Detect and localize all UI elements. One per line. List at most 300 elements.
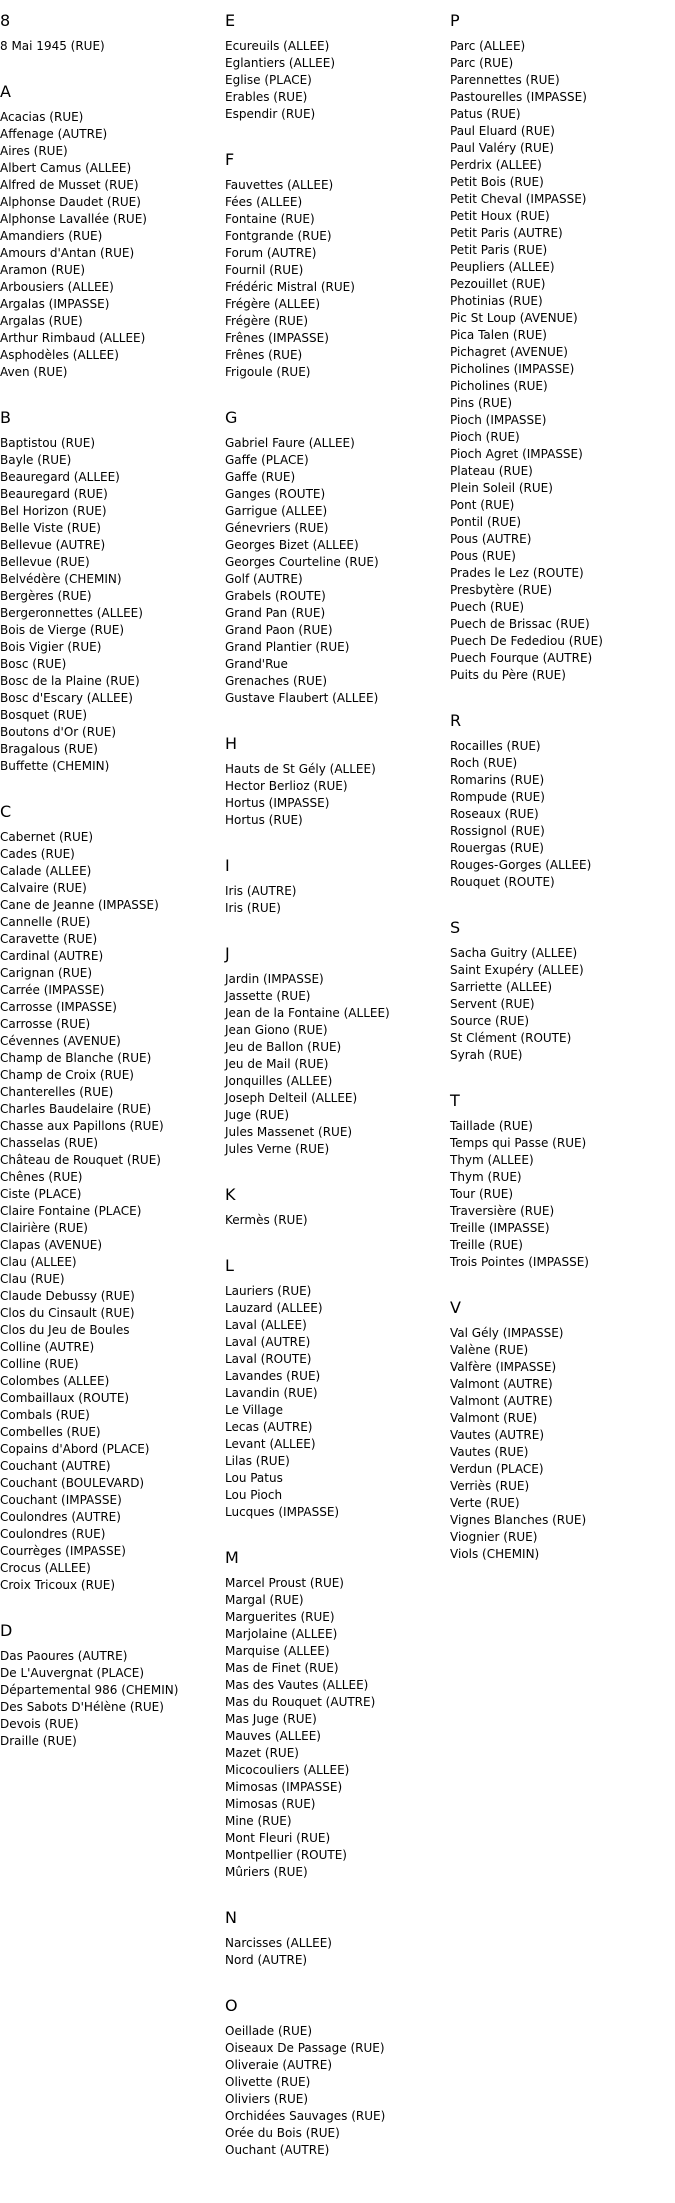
street-entry: Colline (RUE) — [0, 1357, 79, 1371]
street-entry: Pioch Agret (IMPASSE) — [450, 447, 583, 461]
street-entry: Rouquet (ROUTE) — [450, 875, 555, 889]
street-entry: Claude Debussy (RUE) — [0, 1289, 135, 1303]
street-entry: Calade (ALLEE) — [0, 864, 92, 878]
street-entry: Petit Houx (RUE) — [450, 209, 550, 223]
street-entry: Jassette (RUE) — [225, 989, 311, 1003]
section-letter-heading: R — [450, 711, 462, 730]
street-entry: Vautes (RUE) — [450, 1445, 529, 1459]
street-entry: Sacha Guitry (ALLEE) — [450, 946, 578, 960]
street-entry: Ecureuils (ALLEE) — [225, 39, 330, 53]
street-entry: Valfère (IMPASSE) — [450, 1360, 557, 1374]
street-entry: Coulondres (RUE) — [0, 1527, 106, 1541]
section-letter-heading: G — [225, 408, 238, 427]
street-entry: Romarins (RUE) — [450, 773, 545, 787]
street-entry: Frégère (ALLEE) — [225, 297, 321, 311]
section-letter-heading: E — [225, 11, 236, 30]
street-entry: Eglise (PLACE) — [225, 73, 312, 87]
street-entry: Frênes (IMPASSE) — [225, 331, 329, 345]
section-letter-heading: P — [450, 11, 460, 30]
street-entry: Devois (RUE) — [0, 1717, 79, 1731]
street-entry: Petit Cheval (IMPASSE) — [450, 192, 587, 206]
street-entry: Asphodèles (ALLEE) — [0, 348, 119, 362]
street-entry: Buffette (CHEMIN) — [0, 759, 110, 773]
street-entry: Charles Baudelaire (RUE) — [0, 1102, 152, 1116]
street-entry: Lucques (IMPASSE) — [225, 1505, 340, 1519]
street-entry: Des Sabots D'Hélène (RUE) — [0, 1700, 164, 1714]
street-entry: Mazet (RUE) — [225, 1746, 299, 1760]
section-letter-heading: H — [225, 734, 238, 753]
section-letter-heading: L — [225, 1256, 234, 1275]
street-entry: Val Gély (IMPASSE) — [450, 1326, 564, 1340]
street-entry: Belle Viste (RUE) — [0, 521, 101, 535]
section-letter-heading: S — [450, 918, 461, 937]
section-letter-heading: M — [225, 1548, 239, 1567]
street-entry: Arthur Rimbaud (ALLEE) — [0, 331, 146, 345]
street-entry: Grand Plantier (RUE) — [225, 640, 350, 654]
street-entry: Viols (CHEMIN) — [450, 1547, 540, 1561]
street-entry: Lou Pioch — [225, 1488, 283, 1502]
street-entry: Tour (RUE) — [450, 1187, 514, 1201]
street-entry: Paul Eluard (RUE) — [450, 124, 555, 138]
street-entry: Parennettes (RUE) — [450, 73, 560, 87]
street-entry: Rossignol (RUE) — [450, 824, 545, 838]
street-entry: Argalas (IMPASSE) — [0, 297, 110, 311]
street-entry: Claire Fontaine (PLACE) — [0, 1204, 142, 1218]
street-entry: Chasselas (RUE) — [0, 1136, 99, 1150]
street-entry: Frédéric Mistral (RUE) — [225, 280, 355, 294]
street-entry: Jean de la Fontaine (ALLEE) — [225, 1006, 390, 1020]
letter-section — [225, 1907, 447, 1969]
street-entry: Draille (RUE) — [0, 1734, 77, 1748]
letter-section — [0, 10, 222, 55]
section-letter-heading: F — [225, 150, 235, 169]
street-index-column — [0, 0, 222, 1776]
street-entry: Puech De Fedediou (RUE) — [450, 634, 603, 648]
street-entry: Clos du Cinsault (RUE) — [0, 1306, 135, 1320]
street-entry: Pous (AUTRE) — [450, 532, 532, 546]
street-entry: Pontil (RUE) — [450, 515, 522, 529]
letter-section — [225, 1995, 447, 2159]
street-entry: Sarriette (ALLEE) — [450, 980, 553, 994]
street-entry: Source (RUE) — [450, 1014, 530, 1028]
street-entry: Mûriers (RUE) — [225, 1865, 308, 1879]
street-entry: Alphonse Lavallée (RUE) — [0, 212, 147, 226]
street-entry: Calvaire (RUE) — [0, 881, 87, 895]
street-entry: Hauts de St Gély (ALLEE) — [225, 762, 376, 776]
street-entry: Ciste (PLACE) — [0, 1187, 82, 1201]
street-entry: Puech de Brissac (RUE) — [450, 617, 590, 631]
street-entry: Cardinal (AUTRE) — [0, 949, 104, 963]
street-entry: Viognier (RUE) — [450, 1530, 538, 1544]
street-entry: Amandiers (RUE) — [0, 229, 103, 243]
street-entry: Affenage (AUTRE) — [0, 127, 108, 141]
street-entry: Juge (RUE) — [225, 1108, 290, 1122]
street-entry: Aven (RUE) — [0, 365, 68, 379]
street-entry: Thym (RUE) — [450, 1170, 522, 1184]
letter-section — [450, 1297, 672, 1563]
street-entry: Hortus (IMPASSE) — [225, 796, 330, 810]
street-entry: Valmont (AUTRE) — [450, 1377, 553, 1391]
street-entry: Lavandin (RUE) — [225, 1386, 318, 1400]
street-entry: Frégère (RUE) — [225, 314, 309, 328]
street-entry: Nord (AUTRE) — [225, 1953, 308, 1967]
letter-section — [225, 407, 447, 707]
street-entry: Pioch (IMPASSE) — [450, 413, 547, 427]
street-entry: Chasse aux Papillons (RUE) — [0, 1119, 164, 1133]
letter-section — [225, 1184, 447, 1229]
street-entry: Rocailles (RUE) — [450, 739, 541, 753]
street-entry: Treille (RUE) — [450, 1238, 523, 1252]
street-entry: Clapas (AVENUE) — [0, 1238, 103, 1252]
street-entry: Bragalous (RUE) — [0, 742, 98, 756]
street-entry: Rouges-Gorges (ALLEE) — [450, 858, 592, 872]
section-letter-heading: J — [225, 944, 230, 963]
street-entry: Mas du Rouquet (AUTRE) — [225, 1695, 376, 1709]
street-entry: Couchant (BOULEVARD) — [0, 1476, 145, 1490]
street-entry: Jardin (IMPASSE) — [225, 972, 324, 986]
street-entry: Argalas (RUE) — [0, 314, 83, 328]
street-entry: Rompude (RUE) — [450, 790, 545, 804]
street-entry: Parc (RUE) — [450, 56, 514, 70]
street-entry: Courrèges (IMPASSE) — [0, 1544, 126, 1558]
street-entry: Champ de Blanche (RUE) — [0, 1051, 152, 1065]
street-entry: Narcisses (ALLEE) — [225, 1936, 332, 1950]
street-entry: Lilas (RUE) — [225, 1454, 290, 1468]
street-entry: Puech (RUE) — [450, 600, 525, 614]
street-entry: Combals (RUE) — [0, 1408, 90, 1422]
street-entry: Grand'Rue — [225, 657, 288, 671]
street-entry: Margal (RUE) — [225, 1593, 304, 1607]
street-entry: Verte (RUE) — [450, 1496, 520, 1510]
street-entry: Pezouillet (RUE) — [450, 277, 546, 291]
section-letter-heading: D — [0, 1621, 13, 1640]
street-entry: Pioch (RUE) — [450, 430, 520, 444]
street-entry: Colombes (ALLEE) — [0, 1374, 110, 1388]
section-letter-heading: B — [0, 408, 11, 427]
street-entry: Boutons d'Or (RUE) — [0, 725, 117, 739]
street-entry: Laval (ROUTE) — [225, 1352, 312, 1366]
street-entry: Bergeronnettes (ALLEE) — [0, 606, 143, 620]
street-entry: Valmont (RUE) — [450, 1411, 538, 1425]
street-entry: Prades le Lez (ROUTE) — [450, 566, 584, 580]
street-entry: Fournil (RUE) — [225, 263, 304, 277]
street-entry: Bosquet (RUE) — [0, 708, 88, 722]
letter-section — [225, 1547, 447, 1881]
street-entry: Pins (RUE) — [450, 396, 513, 410]
street-entry: Départemental 986 (CHEMIN) — [0, 1683, 179, 1697]
street-entry: Génevriers (RUE) — [225, 521, 329, 535]
street-entry: Carrosse (IMPASSE) — [0, 1000, 117, 1014]
street-entry: Levant (ALLEE) — [225, 1437, 316, 1451]
letter-section — [450, 917, 672, 1064]
street-entry: Frigoule (RUE) — [225, 365, 311, 379]
section-letter-heading: N — [225, 1908, 237, 1927]
street-entry: Micocouliers (ALLEE) — [225, 1763, 350, 1777]
street-entry: Vignes Blanches (RUE) — [450, 1513, 587, 1527]
street-entry: Mas des Vautes (ALLEE) — [225, 1678, 369, 1692]
street-entry: Colline (AUTRE) — [0, 1340, 95, 1354]
street-entry: Roch (RUE) — [450, 756, 518, 770]
street-entry: Photinias (RUE) — [450, 294, 543, 308]
street-entry: Arbousiers (ALLEE) — [0, 280, 114, 294]
street-entry: Cannelle (RUE) — [0, 915, 91, 929]
street-entry: Jonquilles (ALLEE) — [225, 1074, 333, 1088]
street-entry: Das Paoures (AUTRE) — [0, 1649, 128, 1663]
street-entry: Perdrix (ALLEE) — [450, 158, 542, 172]
street-entry: Golf (AUTRE) — [225, 572, 303, 586]
street-entry: Clau (ALLEE) — [0, 1255, 77, 1269]
section-letter-heading: O — [225, 1996, 238, 2015]
street-entry: Chanterelles (RUE) — [0, 1085, 114, 1099]
street-entry: Jean Giono (RUE) — [225, 1023, 328, 1037]
letter-section — [0, 801, 222, 1594]
street-entry: Ganges (ROUTE) — [225, 487, 326, 501]
street-entry: Clau (RUE) — [0, 1272, 65, 1286]
street-entry: Ouchant (AUTRE) — [225, 2143, 330, 2157]
street-entry: Treille (IMPASSE) — [450, 1221, 550, 1235]
street-entry: Coulondres (AUTRE) — [0, 1510, 121, 1524]
street-entry: Champ de Croix (RUE) — [0, 1068, 134, 1082]
street-entry: Mine (RUE) — [225, 1814, 292, 1828]
street-entry: Fées (ALLEE) — [225, 195, 303, 209]
street-entry: Georges Courteline (RUE) — [225, 555, 379, 569]
street-entry: Bois Vigier (RUE) — [0, 640, 102, 654]
street-entry: Fauvettes (ALLEE) — [225, 178, 334, 192]
street-entry: Chênes (RUE) — [0, 1170, 83, 1184]
street-entry: Marquise (ALLEE) — [225, 1644, 330, 1658]
street-entry: Amours d'Antan (RUE) — [0, 246, 135, 260]
street-entry: Lou Patus — [225, 1471, 283, 1485]
section-letter-heading: C — [0, 802, 12, 821]
street-entry: Cabernet (RUE) — [0, 830, 94, 844]
street-entry: Vautes (AUTRE) — [450, 1428, 544, 1442]
street-entry: Baptistou (RUE) — [0, 436, 96, 450]
street-entry: Fontgrande (RUE) — [225, 229, 332, 243]
street-entry: Valène (RUE) — [450, 1343, 529, 1357]
street-entry: Orée du Bois (RUE) — [225, 2126, 340, 2140]
street-entry: Kermès (RUE) — [225, 1213, 308, 1227]
street-entry: Jules Verne (RUE) — [225, 1142, 330, 1156]
street-entry: Hector Berlioz (RUE) — [225, 779, 348, 793]
street-entry: Rouergas (RUE) — [450, 841, 544, 855]
street-entry: Grabels (ROUTE) — [225, 589, 326, 603]
street-entry: Carrée (IMPASSE) — [0, 983, 105, 997]
street-entry: Jules Massenet (RUE) — [225, 1125, 353, 1139]
street-entry: Alphonse Daudet (RUE) — [0, 195, 141, 209]
street-entry: Bosc (RUE) — [0, 657, 67, 671]
street-entry: Picholines (IMPASSE) — [450, 362, 575, 376]
street-entry: Temps qui Passe (RUE) — [450, 1136, 587, 1150]
street-entry: Combelles (RUE) — [0, 1425, 101, 1439]
street-entry: Picholines (RUE) — [450, 379, 548, 393]
street-entry: Gustave Flaubert (ALLEE) — [225, 691, 379, 705]
street-entry: Cévennes (AVENUE) — [0, 1034, 121, 1048]
street-entry: Georges Bizet (ALLEE) — [225, 538, 359, 552]
street-entry: Carignan (RUE) — [0, 966, 93, 980]
street-entry: Laval (ALLEE) — [225, 1318, 307, 1332]
street-entry: Lavandes (RUE) — [225, 1369, 321, 1383]
street-entry: Fontaine (RUE) — [225, 212, 315, 226]
street-entry: Crocus (ALLEE) — [0, 1561, 91, 1575]
street-entry: Oliveraie (AUTRE) — [225, 2058, 333, 2072]
street-entry: Croix Tricoux (RUE) — [0, 1578, 116, 1592]
street-entry: Lecas (AUTRE) — [225, 1420, 313, 1434]
street-entry: Mont Fleuri (RUE) — [225, 1831, 331, 1845]
letter-section — [450, 10, 672, 684]
section-letter-heading: 8 — [0, 11, 11, 30]
street-entry: Pichagret (AVENUE) — [450, 345, 568, 359]
street-entry: Combaillaux (ROUTE) — [0, 1391, 130, 1405]
section-letter-heading: V — [450, 1298, 461, 1317]
street-entry: Jeu de Ballon (RUE) — [225, 1040, 342, 1054]
street-entry: Alfred de Musset (RUE) — [0, 178, 139, 192]
street-entry: Iris (RUE) — [225, 901, 281, 915]
street-entry: Joseph Delteil (ALLEE) — [225, 1091, 358, 1105]
street-entry: Puech Fourque (AUTRE) — [450, 651, 593, 665]
street-entry: Valmont (AUTRE) — [450, 1394, 553, 1408]
street-entry: Aires (RUE) — [0, 144, 68, 158]
street-entry: Oeillade (RUE) — [225, 2024, 313, 2038]
street-entry: Pastourelles (IMPASSE) — [450, 90, 587, 104]
street-entry: Caravette (RUE) — [0, 932, 98, 946]
street-entry: Mimosas (RUE) — [225, 1797, 316, 1811]
section-letter-heading: A — [0, 82, 11, 101]
street-entry: Jeu de Mail (RUE) — [225, 1057, 329, 1071]
street-entry: Saint Exupéry (ALLEE) — [450, 963, 584, 977]
street-index-column — [225, 0, 447, 2185]
street-entry: Grand Paon (RUE) — [225, 623, 333, 637]
street-entry: Petit Paris (AUTRE) — [450, 226, 563, 240]
section-letter-heading: K — [225, 1185, 236, 1204]
street-entry: Bellevue (AUTRE) — [0, 538, 106, 552]
letter-section — [450, 1090, 672, 1271]
letter-section — [225, 943, 447, 1158]
street-entry: Cane de Jeanne (IMPASSE) — [0, 898, 159, 912]
street-entry: Parc (ALLEE) — [450, 39, 526, 53]
street-entry: Gaffe (PLACE) — [225, 453, 309, 467]
street-entry: Beauregard (ALLEE) — [0, 470, 120, 484]
street-entry: Grand Pan (RUE) — [225, 606, 326, 620]
street-entry: Verriès (RUE) — [450, 1479, 530, 1493]
street-entry: Mas Juge (RUE) — [225, 1712, 317, 1726]
street-entry: Mimosas (IMPASSE) — [225, 1780, 343, 1794]
street-entry: Oliviers (RUE) — [225, 2092, 308, 2106]
street-entry: Servent (RUE) — [450, 997, 535, 1011]
street-entry: Lauzard (ALLEE) — [225, 1301, 323, 1315]
street-entry: Couchant (AUTRE) — [0, 1459, 111, 1473]
letter-section — [225, 733, 447, 829]
street-entry: Cades (RUE) — [0, 847, 75, 861]
street-entry: Couchant (IMPASSE) — [0, 1493, 122, 1507]
street-entry: De L'Auvergnat (PLACE) — [0, 1666, 145, 1680]
street-entry: Clos du Jeu de Boules — [0, 1323, 130, 1337]
letter-section — [225, 10, 447, 123]
letter-section — [225, 855, 447, 917]
street-entry: Bel Horizon (RUE) — [0, 504, 107, 518]
street-entry: Gaffe (RUE) — [225, 470, 296, 484]
street-entry: Bosc d'Escary (ALLEE) — [0, 691, 133, 705]
street-entry: Hortus (RUE) — [225, 813, 303, 827]
street-index-column — [450, 0, 672, 1589]
street-entry: Verdun (PLACE) — [450, 1462, 544, 1476]
street-entry: Frênes (RUE) — [225, 348, 303, 362]
street-entry: Trois Pointes (IMPASSE) — [450, 1255, 589, 1269]
street-entry: Bois de Vierge (RUE) — [0, 623, 125, 637]
street-entry: Acacias (RUE) — [0, 110, 84, 124]
street-entry: Gabriel Faure (ALLEE) — [225, 436, 355, 450]
street-entry: Château de Rouquet (RUE) — [0, 1153, 161, 1167]
street-entry: Marjolaine (ALLEE) — [225, 1627, 338, 1641]
street-entry: Petit Bois (RUE) — [450, 175, 544, 189]
street-entry: Montpellier (ROUTE) — [225, 1848, 347, 1862]
street-entry: Forum (AUTRE) — [225, 246, 317, 260]
street-entry: Plein Soleil (RUE) — [450, 481, 553, 495]
letter-section — [0, 81, 222, 381]
street-entry: Taillade (RUE) — [450, 1119, 533, 1133]
street-entry: Pont (RUE) — [450, 498, 515, 512]
street-entry: Bellevue (RUE) — [0, 555, 90, 569]
street-entry: Beauregard (RUE) — [0, 487, 108, 501]
street-entry: Marguerites (RUE) — [225, 1610, 335, 1624]
street-entry: Pous (RUE) — [450, 549, 516, 563]
street-entry: Patus (RUE) — [450, 107, 521, 121]
street-entry: Laval (AUTRE) — [225, 1335, 311, 1349]
street-entry: Albert Camus (ALLEE) — [0, 161, 132, 175]
street-entry: Pic St Loup (AVENUE) — [450, 311, 578, 325]
street-entry: Copains d'Abord (PLACE) — [0, 1442, 150, 1456]
street-entry: Puits du Père (RUE) — [450, 668, 566, 682]
street-entry: St Clément (ROUTE) — [450, 1031, 572, 1045]
letter-section — [225, 149, 447, 381]
section-letter-heading: I — [225, 856, 230, 875]
street-entry: Garrigue (ALLEE) — [225, 504, 328, 518]
street-entry: Bergères (RUE) — [0, 589, 92, 603]
street-entry: Clairière (RUE) — [0, 1221, 88, 1235]
street-entry: Marcel Proust (RUE) — [225, 1576, 344, 1590]
street-entry: Oiseaux De Passage (RUE) — [225, 2041, 385, 2055]
street-entry: Lauriers (RUE) — [225, 1284, 312, 1298]
street-entry: Le Village — [225, 1403, 283, 1417]
street-entry: Erables (RUE) — [225, 90, 308, 104]
letter-section — [450, 710, 672, 891]
street-entry: Traversière (RUE) — [450, 1204, 555, 1218]
street-entry: Espendir (RUE) — [225, 107, 316, 121]
letter-section — [0, 407, 222, 775]
street-entry: Carrosse (RUE) — [0, 1017, 91, 1031]
street-entry: Plateau (RUE) — [450, 464, 533, 478]
street-entry: Aramon (RUE) — [0, 263, 86, 277]
street-entry: Pica Talen (RUE) — [450, 328, 547, 342]
street-entry: Iris (AUTRE) — [225, 884, 297, 898]
street-entry: Presbytère (RUE) — [450, 583, 553, 597]
street-entry: Orchidées Sauvages (RUE) — [225, 2109, 386, 2123]
street-entry: Grenaches (RUE) — [225, 674, 328, 688]
letter-section — [225, 1255, 447, 1521]
street-entry: Bosc de la Plaine (RUE) — [0, 674, 140, 688]
street-entry: Bayle (RUE) — [0, 453, 72, 467]
letter-section — [0, 1620, 222, 1750]
street-entry: Olivette (RUE) — [225, 2075, 311, 2089]
street-entry: Eglantiers (ALLEE) — [225, 56, 336, 70]
street-entry: Peupliers (ALLEE) — [450, 260, 555, 274]
street-entry: Syrah (RUE) — [450, 1048, 523, 1062]
street-entry: Thym (ALLEE) — [450, 1153, 534, 1167]
street-entry: Petit Paris (RUE) — [450, 243, 548, 257]
street-entry: Belvédère (CHEMIN) — [0, 572, 122, 586]
section-letter-heading: T — [450, 1091, 460, 1110]
street-entry: Mauves (ALLEE) — [225, 1729, 321, 1743]
street-entry: Roseaux (RUE) — [450, 807, 539, 821]
